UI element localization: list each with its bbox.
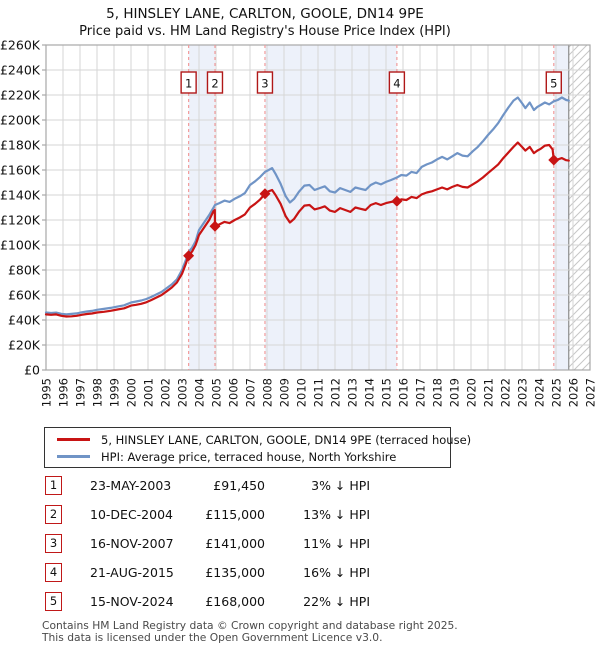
sale-price: £135,000 [205, 565, 265, 580]
svg-text:£100K: £100K [0, 237, 40, 253]
sale-price: £91,450 [213, 478, 265, 493]
svg-text:2027: 2027 [583, 378, 598, 408]
sale-hpi-delta: 22% ↓ HPI [303, 594, 370, 609]
sale-row [0, 563, 600, 582]
future-hatch-band [569, 45, 590, 370]
sale-row [0, 476, 600, 495]
license-footer [42, 620, 458, 643]
legend-item-property [45, 431, 472, 448]
svg-text:1999: 1999 [107, 378, 122, 408]
svg-text:2010: 2010 [294, 378, 309, 408]
sale-marker-number: 4 [393, 76, 401, 91]
sale-hpi-delta: 16% ↓ HPI [303, 565, 370, 580]
legend [44, 427, 472, 468]
svg-text:1997: 1997 [73, 378, 88, 408]
svg-text:2008: 2008 [260, 378, 275, 408]
y-axis-labels [0, 38, 46, 378]
sale-number-badge: 4 [45, 563, 62, 582]
svg-text:2007: 2007 [243, 378, 258, 408]
sale-row [0, 592, 600, 611]
sale-number-badge: 2 [45, 505, 62, 524]
svg-text:£260K: £260K [0, 37, 40, 53]
svg-text:2019: 2019 [447, 378, 462, 408]
svg-text:£60K: £60K [7, 287, 40, 303]
svg-text:£80K: £80K [7, 262, 40, 278]
svg-text:2024: 2024 [532, 378, 547, 408]
sale-date: 23-MAY-2003 [90, 478, 172, 493]
sale-marker-number: 3 [261, 76, 269, 91]
sale-date: 21-AUG-2015 [90, 565, 174, 580]
sale-price: £168,000 [205, 594, 265, 609]
legend-item-hpi [45, 448, 450, 465]
svg-text:2020: 2020 [464, 378, 479, 408]
sale-row [0, 505, 600, 524]
svg-text:£120K: £120K [0, 212, 40, 228]
sale-hpi-delta: 11% ↓ HPI [303, 536, 370, 551]
svg-text:1998: 1998 [90, 378, 105, 408]
svg-text:2005: 2005 [209, 378, 224, 408]
svg-text:£200K: £200K [0, 112, 40, 128]
chart-subtitle: Price paid vs. HM Land Registry's House Price Index (HPI) [79, 24, 451, 39]
svg-text:2025: 2025 [549, 378, 564, 408]
svg-text:2004: 2004 [192, 378, 207, 408]
footer-line1: Contains HM Land Registry data © Crown copyright and database right 2025. [42, 619, 458, 632]
sale-date: 16-NOV-2007 [90, 536, 174, 551]
sale-number-badge: 5 [45, 592, 62, 611]
sale-number-badge: 3 [45, 534, 62, 553]
property-line-swatch [57, 438, 90, 441]
svg-text:2022: 2022 [498, 378, 513, 408]
svg-text:2026: 2026 [566, 378, 581, 408]
svg-text:£140K: £140K [0, 187, 40, 203]
sale-marker-number: 2 [211, 76, 219, 91]
legend-label-property: 5, HINSLEY LANE, CARLTON, GOOLE, DN14 9PE (terraced house) [101, 432, 472, 447]
sale-number-badge: 1 [45, 476, 62, 495]
svg-text:2011: 2011 [311, 378, 326, 408]
svg-text:2013: 2013 [345, 378, 360, 408]
svg-text:2023: 2023 [515, 378, 530, 408]
chart-title: 5, HINSLEY LANE, CARLTON, GOOLE, DN14 9PE [106, 6, 424, 22]
svg-text:2000: 2000 [124, 378, 139, 408]
svg-text:2014: 2014 [362, 378, 377, 408]
legend-label-hpi: HPI: Average price, terraced house, North Yorkshire [101, 449, 397, 464]
svg-text:2015: 2015 [379, 378, 394, 408]
sale-marker-number: 5 [550, 76, 558, 91]
svg-text:2012: 2012 [328, 378, 343, 408]
svg-text:£0: £0 [24, 362, 40, 378]
svg-text:£180K: £180K [0, 137, 40, 153]
x-axis-labels [40, 378, 598, 407]
svg-text:£40K: £40K [7, 312, 40, 328]
ownership-band [265, 45, 397, 370]
svg-text:£220K: £220K [0, 87, 40, 103]
sale-hpi-delta: 13% ↓ HPI [303, 507, 370, 522]
svg-text:2003: 2003 [175, 378, 190, 408]
sale-date: 10-DEC-2004 [90, 507, 173, 522]
sale-date: 15-NOV-2024 [90, 594, 174, 609]
sale-row [0, 534, 600, 553]
sale-price: £115,000 [205, 507, 265, 522]
svg-text:2009: 2009 [277, 378, 292, 408]
svg-text:£240K: £240K [0, 62, 40, 78]
svg-text:£20K: £20K [7, 337, 40, 353]
svg-text:2018: 2018 [430, 378, 445, 408]
svg-text:2016: 2016 [396, 378, 411, 408]
hpi-line-swatch [57, 455, 90, 458]
svg-text:2001: 2001 [141, 378, 156, 408]
sale-hpi-delta: 3% ↓ HPI [311, 478, 370, 493]
svg-text:2021: 2021 [481, 378, 496, 408]
footer-line2: This data is licensed under the Open Government Licence v3.0. [42, 630, 383, 644]
ownership-band [189, 45, 215, 370]
svg-text:£160K: £160K [0, 162, 40, 178]
sale-price: £141,000 [205, 536, 265, 551]
svg-text:1996: 1996 [56, 378, 71, 408]
sale-marker-number: 1 [184, 76, 193, 91]
svg-text:1995: 1995 [39, 378, 54, 408]
svg-text:2017: 2017 [413, 378, 428, 408]
svg-text:2002: 2002 [158, 378, 173, 408]
svg-text:2006: 2006 [226, 378, 241, 408]
